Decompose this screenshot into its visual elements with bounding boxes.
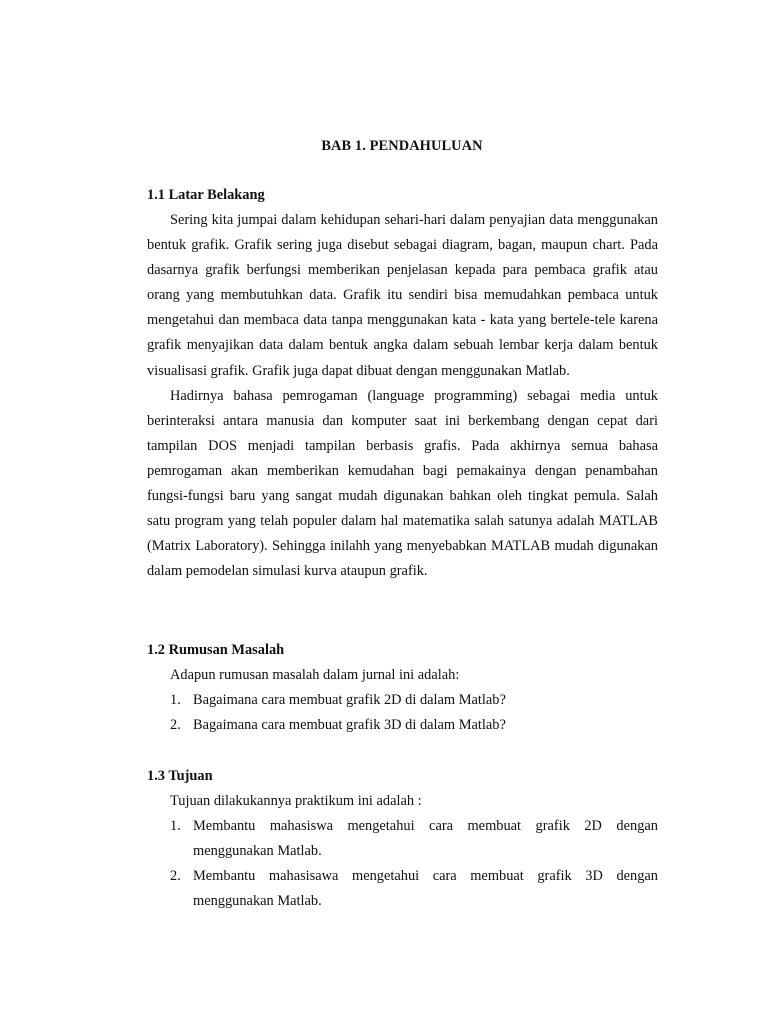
list-item-text: Bagaimana cara membuat grafik 3D di dalam Matlab? <box>193 717 506 734</box>
list-item-text: Bagaimana cara membuat grafik 2D di dalam Matlab? <box>193 692 506 709</box>
list-item <box>147 713 658 738</box>
list-number: 2. <box>170 868 181 885</box>
numbered-list <box>147 814 658 914</box>
list-item <box>147 688 658 713</box>
section-tujuan <box>147 764 658 914</box>
list-item <box>147 814 658 864</box>
list-item <box>147 864 658 914</box>
list-number: 1. <box>170 692 181 709</box>
section-heading: 1.2 Rumusan Masalah <box>147 642 285 658</box>
section-intro: Tujuan dilakukannya praktikum ini adalah : <box>170 793 422 809</box>
chapter-title: BAB 1. PENDAHULUAN <box>321 138 483 154</box>
numbered-list <box>147 688 658 738</box>
list-item-text: Membantu mahasisawa mengetahui cara membuat grafik 3D dengan menggunakan Matlab. <box>193 868 658 910</box>
paragraph: Sering kita jumpai dalam kehidupan sehari-hari dalam penyajian data menggunakan bentuk grafik. Grafik sering juga disebut sebagai diagram, bagan, maupun chart. Pada dasarnya grafik berfungsi memberikan penjelasan kepada para pembaca grafik atau orang yang membutuhkan data. Grafik itu sendiri bisa memudahkan pembaca untuk mengetahui dan membaca data tanpa menggunakan kata - kata yang bertele-tele karena grafik menyajikan data dalam bentuk angka dalam sebuah lembar kerja dalam bentuk visualisasi grafik. Grafik juga dapat dibuat dengan menggunakan Matlab. <box>147 212 658 379</box>
section-rumusan-masalah <box>147 638 658 738</box>
list-number: 2. <box>170 717 181 734</box>
list-number: 1. <box>170 818 181 835</box>
section-latar-belakang <box>147 183 658 584</box>
section-intro: Adapun rumusan masalah dalam jurnal ini adalah: <box>170 667 460 683</box>
section-heading: 1.3 Tujuan <box>147 768 213 784</box>
list-item-text: Membantu mahasiswa mengetahui cara membuat grafik 2D dengan menggunakan Matlab. <box>193 818 658 860</box>
paragraph: Hadirnya bahasa pemrogaman (language programming) sebagai media untuk berinteraksi antara manusia dan komputer saat ini berkembang dengan cepat dari tampilan DOS menjadi tampilan berbasis grafis. Pada akhirnya semua bahasa pemrogaman akan memberikan kemudahan bagi pemakainya dengan penambahan fungsi-fungsi baru yang sangat mudah digunakan bahkan oleh tingkat pemula. Salah satu program yang telah populer dalam hal matematika salah satunya adalah MATLAB (Matrix Laboratory). Sehingga inilahh yang menyebabkan MATLAB mudah digunakan dalam pemodelan simulasi kurva ataupun grafik. <box>147 387 658 580</box>
section-heading: 1.1 Latar Belakang <box>147 187 265 203</box>
